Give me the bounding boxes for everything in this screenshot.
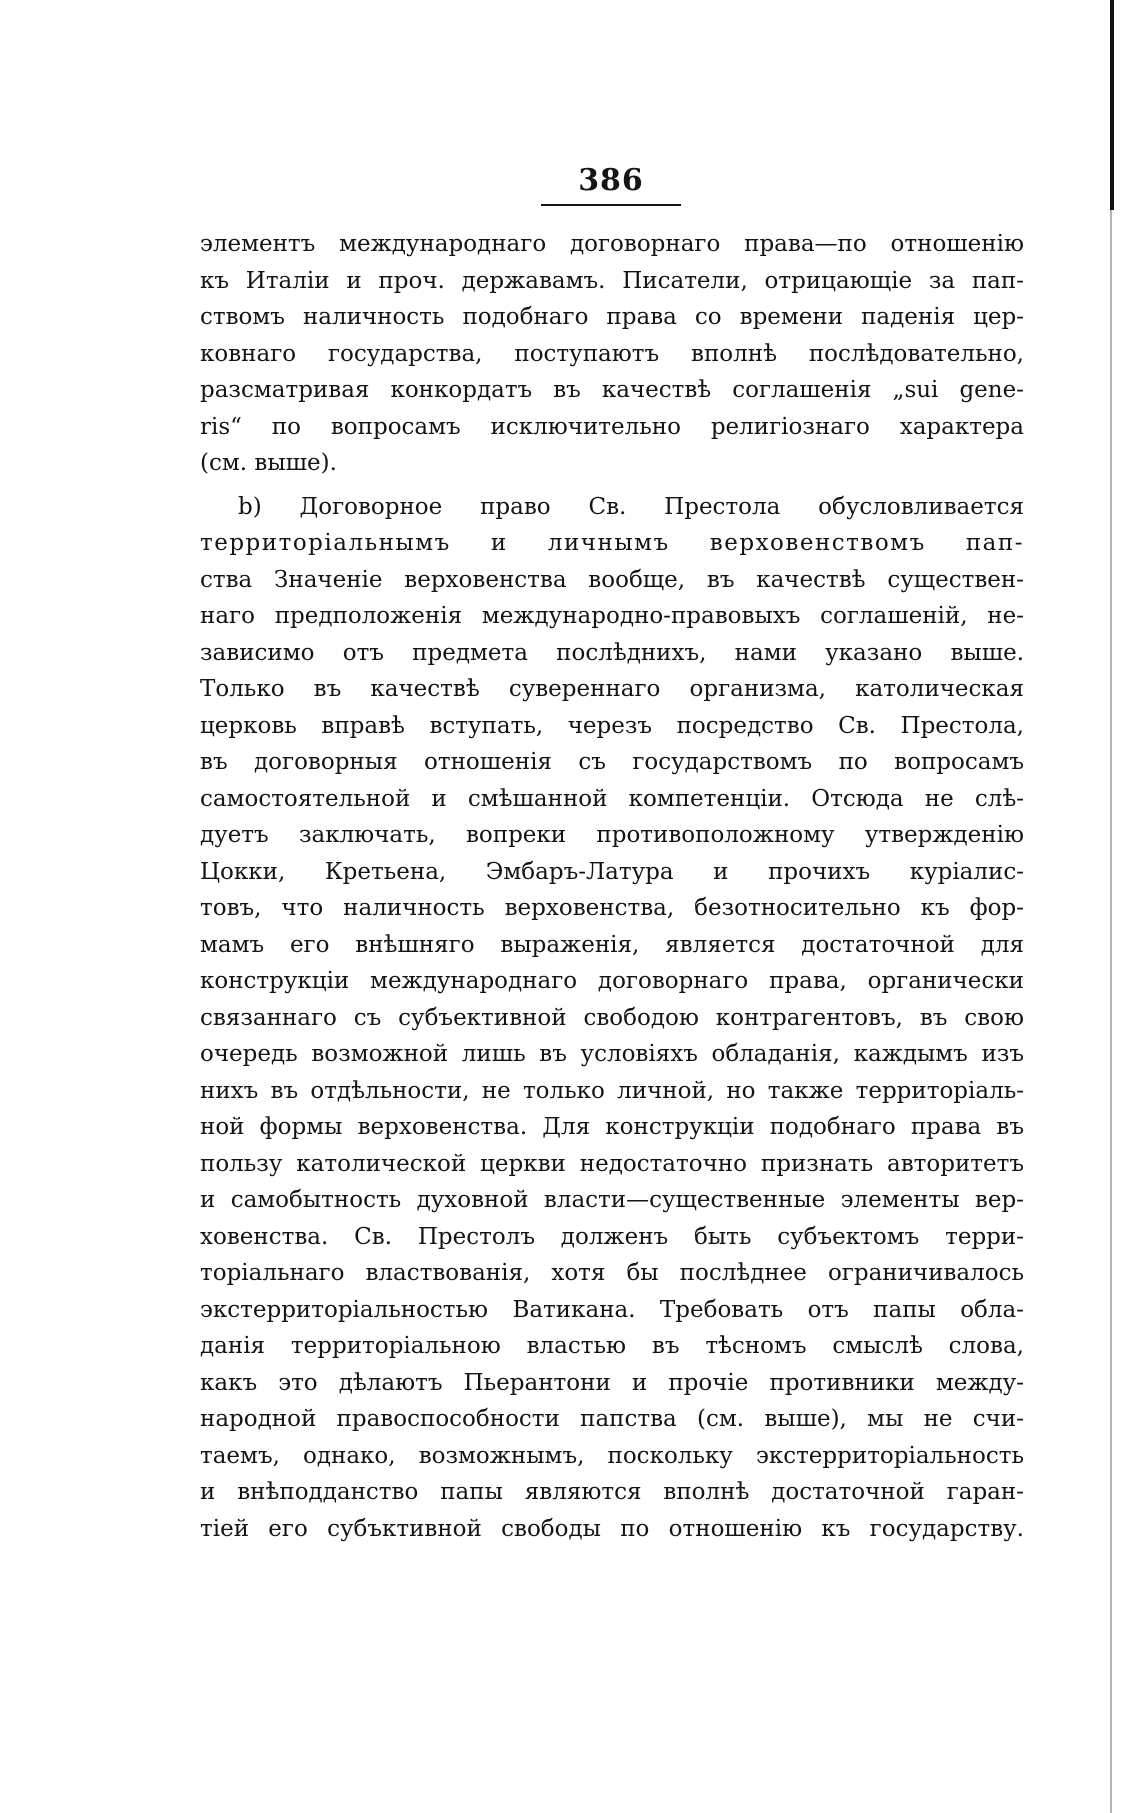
- paragraph-start-line: b) Договорное право Св. Престола обусловливается: [238, 493, 1024, 520]
- body-text: [200, 226, 1024, 1547]
- page-number: 386: [578, 163, 644, 198]
- binding-edge-shadow: [1110, 0, 1114, 210]
- text-line: дуетъ заключать, вопреки противоположному утвержденію: [200, 822, 1024, 848]
- text-line: пользу католической церкви недостаточно признать авторитетъ: [200, 1150, 1024, 1177]
- text-line: торіальнаго властвованія, хотя бы послѣднее ограничивалось: [200, 1260, 1024, 1286]
- text-line: тіей его субъктивной свободы по отношенію къ государству.: [200, 1515, 1024, 1542]
- text-line: территоріальнымъ и личнымъ верховенствомъ пап-: [200, 530, 1024, 556]
- text-line: и самобытность духовной власти—существенные элементы вер-: [200, 1187, 1024, 1213]
- text-line: ства Значеніе верховенства вообще, въ качествѣ существен-: [200, 566, 1024, 593]
- text-line: и внѣподданство папы являются вполнѣ достаточной гаран-: [200, 1479, 1024, 1505]
- text-line: товъ, что наличность верховенства, безотносительно къ фор-: [200, 895, 1024, 921]
- text-line: ris“ по вопросамъ исключительно религіознаго характера: [200, 413, 1024, 440]
- text-line: связаннаго съ субъективной свободою контрагентовъ, въ свою: [200, 1004, 1024, 1031]
- text-line: наго предположенія международно-правовыхъ соглашеній, не-: [200, 603, 1024, 629]
- text-line: очередь возможной лишь въ условіяхъ обладанія, каждымъ изъ: [200, 1041, 1024, 1067]
- text-line: мамъ его внѣшняго выраженія, является достаточной для: [200, 931, 1024, 958]
- text-line: къ Италіи и проч. державамъ. Писатели, отрицающіе за пап-: [200, 267, 1024, 294]
- text-line: элементъ международнаго договорнаго права—по отношенію: [200, 231, 1024, 257]
- text-line: разсматривая конкордатъ въ качествѣ соглашенія „sui gene-: [200, 377, 1024, 403]
- text-line: какъ это дѣлаютъ Пьерантони и прочіе противники между-: [200, 1369, 1024, 1396]
- text-line: ховенства. Св. Престолъ долженъ быть субъектомъ терри-: [200, 1223, 1024, 1250]
- text-line: нихъ въ отдѣльности, не только личной, но также территоріаль-: [200, 1077, 1024, 1104]
- text-line: самостоятельной и смѣшанной компетенціи. Отсюда не слѣ-: [200, 785, 1024, 812]
- text-line: въ договорныя отношенія съ государствомъ по вопросамъ: [200, 749, 1024, 775]
- text-line: Цокки, Кретьена, Эмбаръ-Латура и прочихъ куріалис-: [200, 858, 1024, 885]
- text-line: конструкціи международнаго договорнаго права, органически: [200, 968, 1024, 994]
- text-line: (см. выше).: [200, 450, 337, 476]
- text-line: ковнаго государства, поступаютъ вполнѣ послѣдовательно,: [200, 340, 1024, 367]
- text-line: народной правоспособности папства (см. выше), мы не счи-: [200, 1406, 1024, 1432]
- text-line: ной формы верховенства. Для конструкціи подобнаго права въ: [200, 1114, 1024, 1140]
- text-line: зависимо отъ предмета послѣднихъ, нами указано выше.: [200, 639, 1024, 666]
- text-line: Только въ качествѣ сувереннаго организма, католическая: [200, 676, 1024, 702]
- text-line: церковь вправѣ вступать, черезъ посредство Св. Престола,: [200, 712, 1024, 739]
- page-number-rule: [541, 204, 681, 206]
- text-line: экстерриторіальностью Ватикана. Требовать отъ папы обла-: [200, 1296, 1024, 1323]
- binding-edge-line: [1110, 210, 1112, 1813]
- text-line: данія территоріальною властью въ тѣсномъ смыслѣ слова,: [200, 1333, 1024, 1359]
- text-line: ствомъ наличность подобнаго права со времени паденія цер-: [200, 304, 1024, 330]
- text-line: таемъ, однако, возможнымъ, поскольку экстерриторіальность: [200, 1442, 1024, 1469]
